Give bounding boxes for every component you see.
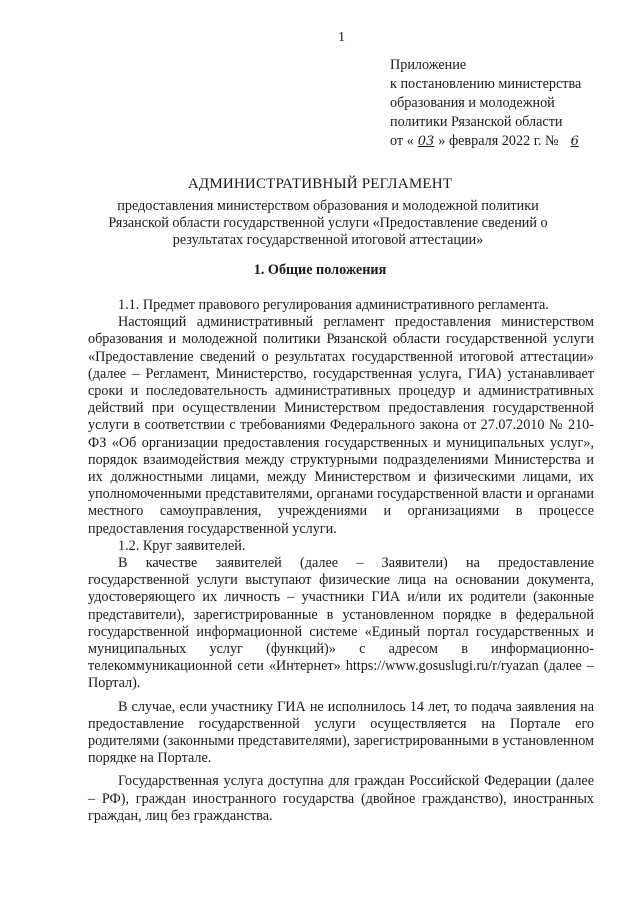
paragraph: В качестве заявителей (далее – Заявители) на предоставление государственной услуги выступают физические лица на основании документа, удостоверяющего их личность – участники ГИА и/или их родители (законные представители), зарегистрированные в установленном порядке в федеральной государственной информационной системе «Единый портал государственных и муниципальных услуг (функций)» с адресом в информационно-телекоммуникационной сети «Интернет» https://www.gosuslugi.ru/r/ryazan (далее – Портал). [88, 555, 594, 692]
paragraph: Государственная услуга доступна для граждан Российской Федерации (далее – РФ), граждан иностранного государства (двойное гражданство), иностранных граждан, лиц без гражданства. [88, 773, 594, 824]
document-body [88, 297, 594, 825]
appendix-line: к постановлению министерства [390, 76, 582, 92]
document-subtitle: предоставления министерством образования и молодежной политики Рязанской области государственной услуги «Предоставление сведений о результатах государственной итоговой аттестации» [108, 198, 548, 248]
appendix-date-line [390, 132, 630, 151]
handwritten-number: 6 [570, 134, 579, 149]
paragraph: В случае, если участнику ГИА не исполнилось 14 лет, то подача заявления на предоставление государственной услуги осуществляется на Портале его родителями (законными представителями), зарегистрированными в установленном порядке на Портале. [88, 698, 594, 767]
appendix-block [390, 56, 630, 151]
paragraph: Настоящий административный регламент предоставления министерством образования и молодежной политики Рязанской области государственной услуги «Предоставление сведений о результатах государственной итоговой аттестации» (далее – Регламент, Министерство, государственная услуга, ГИА) устанавливает сроки и последовательность административных процедур и административных действий при осуществлении Министерством предоставления государственной услуги в соответствии с требованиями Федерального закона от 27.07.2010 № 210-ФЗ «Об организации предоставления государственных и муниципальных услуг», порядок взаимодействия между структурными подразделениями Министерства и их должностными лицами, между Министерством и физическими лицами, их уполномоченными представителями, органами государственной власти и органами местного самоуправления, учреждениями и организациями в процессе предоставления государственной услуги. [88, 314, 594, 537]
date-middle: » февраля 2022 г. № [438, 133, 559, 149]
appendix-line: образования и молодежной [390, 95, 555, 111]
section-heading: 1. Общие положения [253, 262, 387, 278]
paragraph: 1.2. Круг заявителей. [118, 537, 246, 554]
date-prefix: от « [390, 133, 414, 149]
paragraph: 1.1. Предмет правового регулирования административного регламента. [118, 297, 549, 313]
appendix-line: Приложение [390, 57, 467, 73]
page-number: 1 [338, 30, 345, 45]
appendix-line: политики Рязанской области [390, 114, 563, 130]
document-title: АДМИНИСТРАТИВНЫЙ РЕГЛАМЕНТ [187, 176, 453, 192]
handwritten-day: 03 [417, 134, 435, 149]
